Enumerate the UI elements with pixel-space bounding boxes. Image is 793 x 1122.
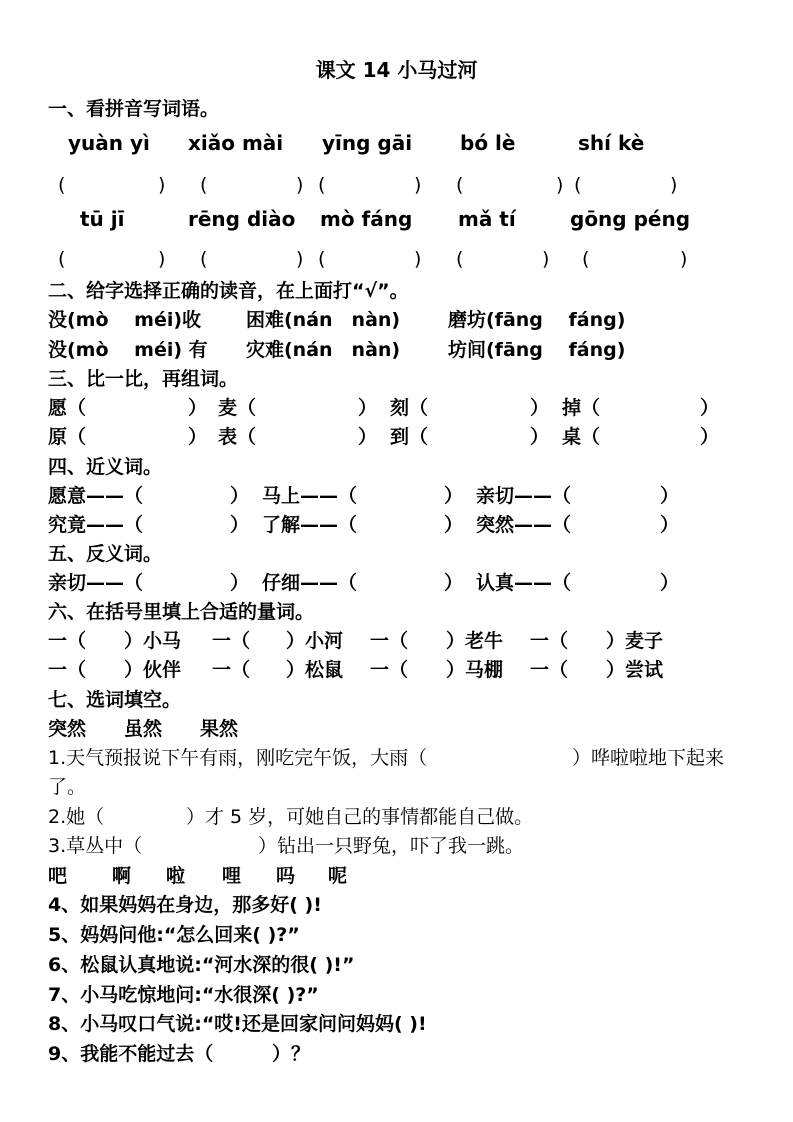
left-paren: ( <box>574 174 582 196</box>
particle-choice: 吧 <box>48 865 68 887</box>
synonym-word: 了解——（ <box>262 514 358 536</box>
right-paren: ） <box>188 426 208 448</box>
measure-noun: ）麦子 <box>606 630 664 652</box>
pinyin-8: mò fáng <box>320 207 413 231</box>
compare-char: 掉（ <box>562 397 601 419</box>
right-paren: ） <box>700 426 720 448</box>
section-2-heading: 二、给字选择正确的读音，在上面打“√”。 <box>48 280 409 302</box>
left-paren: ( <box>318 174 326 196</box>
compare-char: 愿（ <box>48 397 87 419</box>
left-paren: ( <box>58 174 66 196</box>
right-paren: ) <box>556 174 564 196</box>
pinyin-5: shí kè <box>578 131 645 155</box>
right-paren: ) <box>414 248 422 270</box>
measure-prefix: 一（ <box>212 659 251 681</box>
pinyin-6: tū jī <box>80 207 125 231</box>
right-paren: ） <box>660 572 680 594</box>
reading-5: 灾难(nán nàn) <box>246 339 401 361</box>
word-choice: 虽然 <box>124 718 163 740</box>
right-paren: ) <box>158 248 166 270</box>
measure-prefix: 一（ <box>48 630 87 652</box>
pinyin-2: xiǎo mài <box>188 131 284 155</box>
pinyin-9: mǎ tí <box>458 207 516 231</box>
measure-noun: ）老牛 <box>446 630 504 652</box>
measure-noun: ）小马 <box>124 630 182 652</box>
pinyin-4: bó lè <box>460 131 516 155</box>
section-1-heading: 一、看拼音写词语。 <box>48 98 220 120</box>
right-paren: ） <box>188 397 208 419</box>
section-5-heading: 五、反义词。 <box>48 543 163 565</box>
right-paren: ） <box>530 426 550 448</box>
right-paren: ) <box>680 248 688 270</box>
synonym-word: 突然——（ <box>476 514 572 536</box>
measure-noun: ）尝试 <box>606 659 664 681</box>
page-title: 课文 14 小马过河 <box>315 58 478 82</box>
left-paren: ( <box>200 248 208 270</box>
compare-char: 表（ <box>218 426 257 448</box>
measure-noun: ）马棚 <box>446 659 504 681</box>
measure-prefix: 一（ <box>48 659 87 681</box>
compare-char: 刻（ <box>390 397 429 419</box>
right-paren: ） <box>358 397 378 419</box>
antonym-word: 仔细——（ <box>262 572 358 594</box>
word-choice: 突然 <box>48 718 87 740</box>
pinyin-10: gōng péng <box>570 207 691 231</box>
synonym-word: 亲切——（ <box>476 485 572 507</box>
right-paren: ） <box>230 514 250 536</box>
right-paren: ) <box>542 248 550 270</box>
measure-prefix: 一（ <box>212 630 251 652</box>
right-paren: ） <box>444 514 464 536</box>
word-choice: 果然 <box>200 718 239 740</box>
particle-choice: 啦 <box>166 865 186 887</box>
question-3-part-b: ）钻出一只野兔，吓了我一跳。 <box>258 835 525 857</box>
question-3-part-a: 3.草丛中（ <box>48 835 143 857</box>
left-paren: ( <box>200 174 208 196</box>
right-paren: ） <box>444 485 464 507</box>
left-paren: ( <box>456 248 464 270</box>
question-1-part-b: ）哗啦啦地下起来 <box>572 747 725 769</box>
section-4-heading: 四、近义词。 <box>48 456 163 478</box>
synonym-word: 马上——（ <box>262 485 358 507</box>
particle-choice: 呢 <box>328 865 348 887</box>
pinyin-1: yuàn yì <box>68 131 150 155</box>
compare-char: 桌（ <box>562 426 601 448</box>
right-paren: ） <box>230 485 250 507</box>
right-paren: ） <box>444 572 464 594</box>
particle-choice: 吗 <box>276 865 296 887</box>
compare-char: 到（ <box>390 426 429 448</box>
section-3-heading: 三、比一比，再组词。 <box>48 368 239 390</box>
right-paren: ) <box>296 248 304 270</box>
measure-noun: ）伙伴 <box>124 659 182 681</box>
antonym-word: 认真——（ <box>476 572 572 594</box>
particle-choice: 啊 <box>112 865 132 887</box>
question-4: 4、如果妈妈在身边，那多好( )! <box>48 894 322 916</box>
measure-prefix: 一（ <box>530 630 569 652</box>
reading-6: 坊间(fāng fáng) <box>448 339 626 361</box>
question-5: 5、妈妈问他:“怎么回来( )?” <box>48 924 300 946</box>
right-paren: ) <box>296 174 304 196</box>
reading-2: 困难(nán nàn) <box>246 309 401 331</box>
right-paren: ） <box>358 426 378 448</box>
section-7-heading: 七、选词填空。 <box>48 689 182 711</box>
right-paren: ） <box>230 572 250 594</box>
right-paren: ） <box>660 514 680 536</box>
measure-prefix: 一（ <box>530 659 569 681</box>
left-paren: ( <box>582 248 590 270</box>
right-paren: ) <box>670 174 678 196</box>
particle-choice: 哩 <box>222 865 242 887</box>
left-paren: ( <box>318 248 326 270</box>
question-1-part-c: 了。 <box>48 776 87 798</box>
pinyin-3: yīng gāi <box>322 131 413 155</box>
right-paren: ） <box>660 485 680 507</box>
reading-3: 磨坊(fāng fáng) <box>448 309 626 331</box>
question-1-part-a: 1.天气预报说下午有雨，刚吃完午饭，大雨（ <box>48 747 428 769</box>
right-paren: ） <box>530 397 550 419</box>
section-6-heading: 六、在括号里填上合适的量词。 <box>48 601 315 623</box>
right-paren: ) <box>158 174 166 196</box>
right-paren: ） <box>700 397 720 419</box>
antonym-word: 亲切——（ <box>48 572 144 594</box>
reading-1: 没(mò méi)收 <box>48 309 202 331</box>
question-2-part-b: ）才 5 岁，可她自己的事情都能自己做。 <box>186 806 534 828</box>
measure-noun: ）小河 <box>286 630 344 652</box>
synonym-word: 愿意——（ <box>48 485 144 507</box>
pinyin-7: rēng diào <box>188 207 296 231</box>
question-7: 7、小马吃惊地问:“水很深( )?” <box>48 984 319 1006</box>
left-paren: ( <box>456 174 464 196</box>
measure-noun: ）松鼠 <box>286 659 344 681</box>
question-9-part-a: 9、我能不能过去（ <box>48 1043 214 1065</box>
measure-prefix: 一（ <box>370 659 409 681</box>
question-9-part-b: ）？ <box>272 1043 311 1065</box>
question-2-part-a: 2.她（ <box>48 806 105 828</box>
reading-4: 没(mò méi) 有 <box>48 339 208 361</box>
question-8: 8、小马叹口气说:“哎!还是回家问问妈妈( )! <box>48 1013 427 1035</box>
synonym-word: 究竟——（ <box>48 514 144 536</box>
left-paren: ( <box>58 248 66 270</box>
compare-char: 麦（ <box>218 397 257 419</box>
compare-char: 原（ <box>48 426 87 448</box>
question-6: 6、松鼠认真地说:“河水深的很( )!” <box>48 954 355 976</box>
measure-prefix: 一（ <box>370 630 409 652</box>
right-paren: ) <box>414 174 422 196</box>
